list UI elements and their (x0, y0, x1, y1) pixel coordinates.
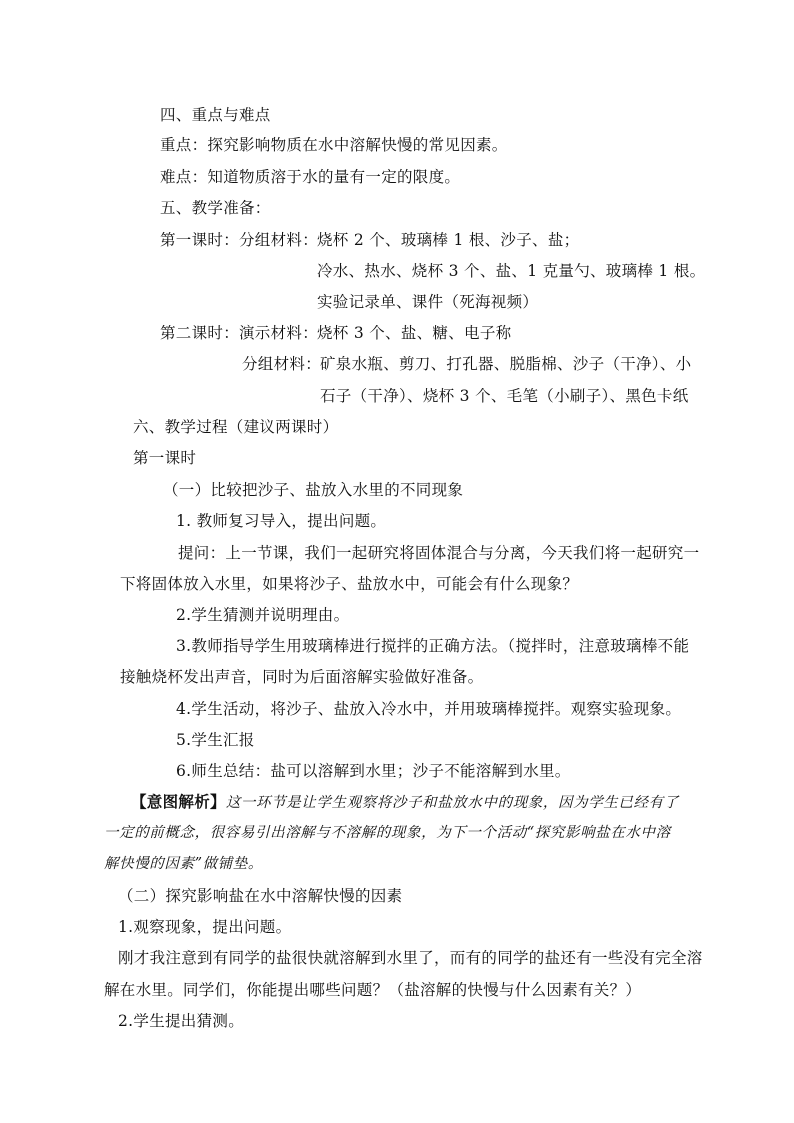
intent-text-1: 这一环节是让学生观察将沙子和盐放水中的现象，因为学生已经有了 (225, 795, 679, 811)
question-line1: 提问：上一节课，我们一起研究将固体混合与分离，今天我们将一起研究一 (178, 544, 700, 562)
lesson2-group-line1: 矿泉水瓶、剪刀、打孔器、脱脂棉、沙子（干净）、小 (320, 355, 692, 373)
part2-step-2: 2.学生提出猜测。 (118, 1012, 244, 1030)
intent-label: 【意图解析】 (131, 792, 226, 811)
lesson1-materials-label: 第一课时：分组材料： (160, 231, 319, 249)
question-line2: 下将固体放入水里，如果将沙子、盐放水中，可能会有什么现象？ (120, 575, 579, 593)
section-5-heading: 五、教学准备： (160, 199, 271, 217)
part2-step-1: 1.观察现象，提出问题。 (118, 918, 292, 936)
step-6: 6.师生总结：盐可以溶解到水里；沙子不能溶解到水里。 (176, 762, 571, 780)
lesson2-demo-label: 第二课时：演示材料： (160, 324, 319, 342)
step-3-line1: 3.教师指导学生用玻璃棒进行搅拌的正确方法。（搅拌时，注意玻璃棒不能 (176, 637, 690, 655)
lesson1-materials-line1: 烧杯 2 个、玻璃棒 1 根、沙子、盐； (317, 231, 580, 249)
lesson2-group-label: 分组材料： (242, 355, 322, 373)
lesson2-demo-materials: 烧杯 3 个、盐、糖、电子称 (317, 324, 512, 342)
lesson1-materials-line2: 冷水、热水、烧杯 3 个、盐、1 克量勺、玻璃棒 1 根。 (317, 262, 706, 280)
step-5: 5.学生汇报 (176, 731, 255, 749)
part2-heading: （二）探究影响盐在水中溶解快慢的因素 (118, 887, 403, 905)
part1-heading: （一）比较把沙子、盐放入水里的不同现象 (163, 481, 464, 499)
section-6-heading: 六、教学过程（建议两课时） (133, 418, 339, 436)
lesson1-materials-line3: 实验记录单、课件（死海视频） (317, 293, 539, 311)
step-4: 4.学生活动，将沙子、盐放入冷水中，并用玻璃棒搅拌。观察实验现象。 (176, 700, 682, 718)
lesson2-group-line2: 石子（干净）、烧杯 3 个、毛笔（小刷子）、黑色卡纸 (320, 387, 689, 405)
difficulty: 难点：知道物质溶于水的量有一定的限度。 (160, 168, 461, 186)
part2-text-line1: 刚才我注意到有同学的盐很快就溶解到水里了，而有的同学的盐还有一些没有完全溶 (118, 949, 703, 967)
intent-analysis-line2: 一定的前概念，很容易引出溶解与不溶解的现象，为下一个活动“探究影响盐在水中溶 (104, 825, 671, 841)
step-1: 1. 教师复习导入，提出问题。 (176, 512, 387, 530)
step-2: 2.学生猜测并说明理由。 (176, 606, 350, 624)
step-3-line2: 接触烧杯发出声音，同时为后面溶解实验做好准备。 (120, 668, 484, 686)
section-4-heading: 四、重点与难点 (160, 106, 271, 124)
part2-text-line2: 解在水里。同学们，你能提出哪些问题？（盐溶解的快慢与什么因素有关？） (104, 981, 642, 999)
key-point: 重点：探究影响物质在水中溶解快慢的常见因素。 (160, 136, 508, 154)
intent-analysis-line3: 解快慢的因素”做铺垫。 (104, 856, 264, 872)
intent-analysis-line1 (131, 791, 679, 814)
first-lesson-heading: 第一课时 (133, 449, 197, 467)
